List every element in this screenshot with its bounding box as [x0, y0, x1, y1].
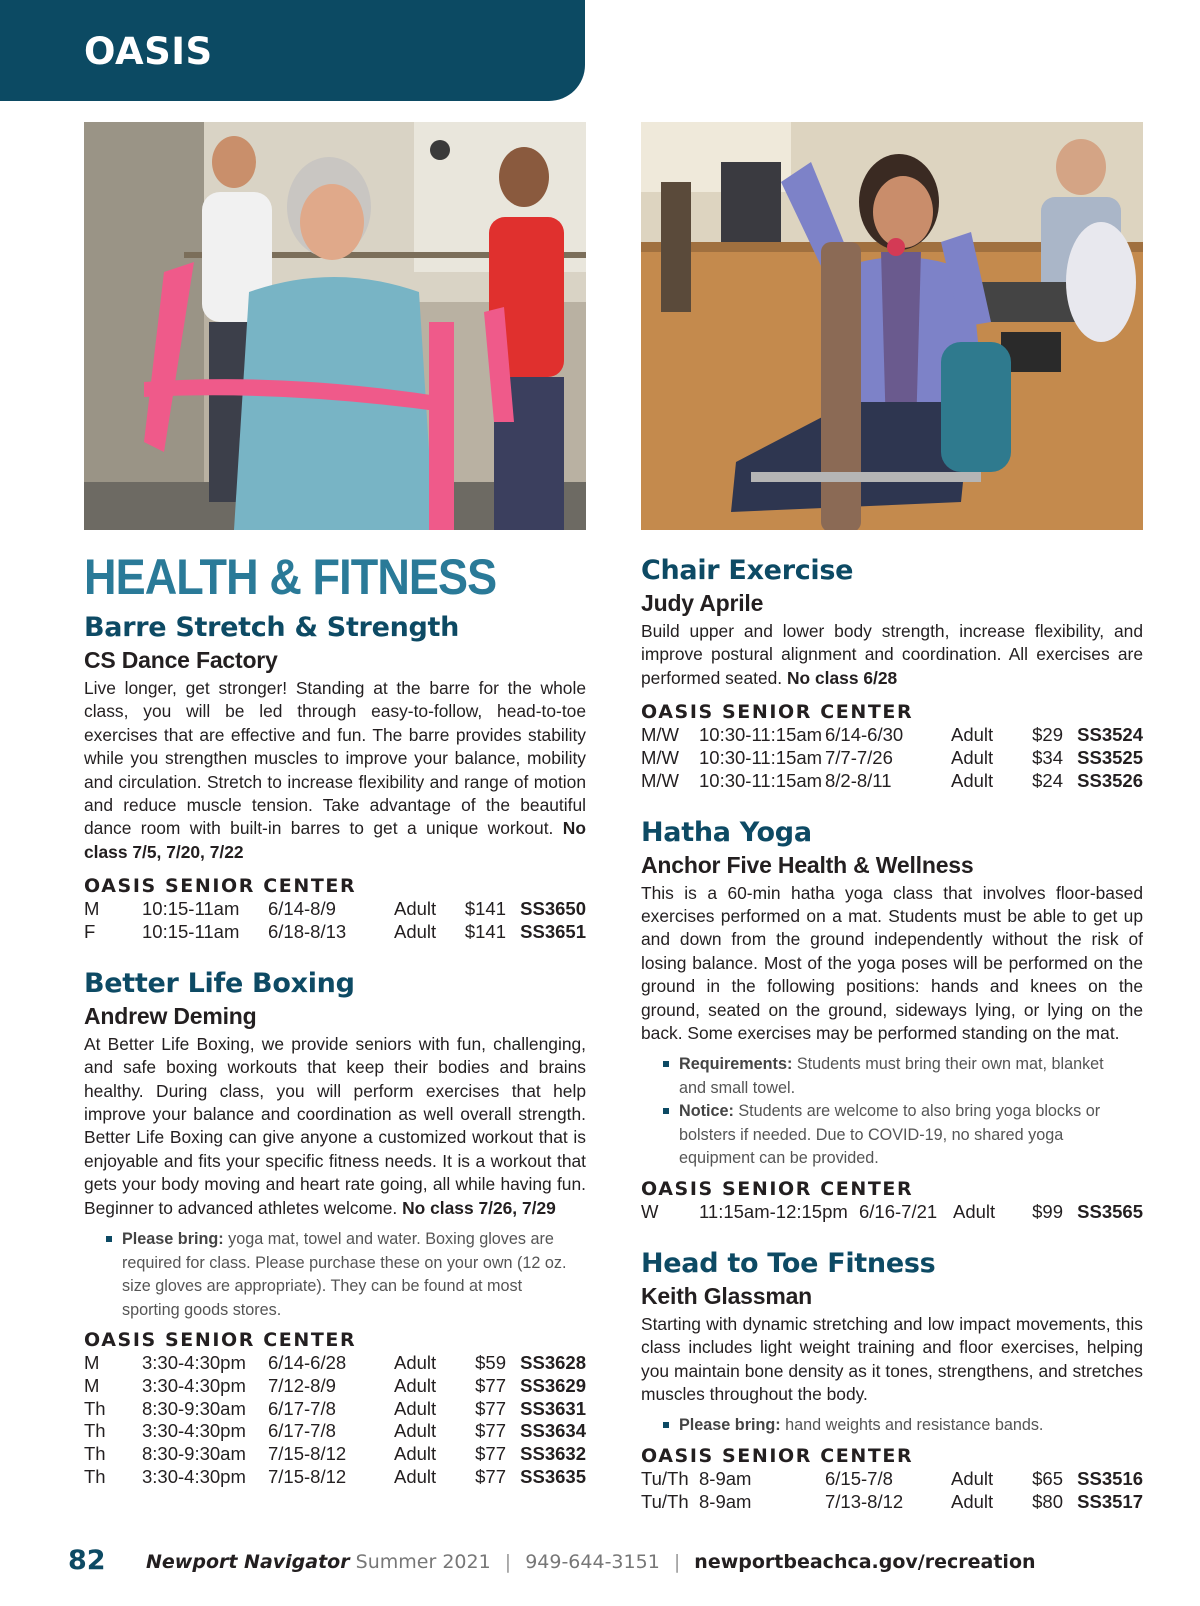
session-fee: $29	[1032, 724, 1063, 746]
session-dates: 6/14-6/30	[825, 724, 904, 746]
session-dates: 6/14-8/9	[268, 898, 336, 920]
session-code: SS3651	[520, 921, 586, 943]
class-barre	[84, 612, 586, 944]
session-dates: 7/12-8/9	[268, 1374, 336, 1396]
class-description: Live longer, get stronger! Standing at the barre for the whole class, you will be led through easy-to-follow, head-to-toe exercises that are effective and fun. The barre provides stability while you strengthen muscles to improve your balance, mobility and circulation. Stretch to increase flexibility and range of motion and reduce muscle tension. Take advantage of the beautiful dance room with built-in barres to get a unique workout. No class 7/5, 7/20, 7/22	[84, 678, 586, 862]
session-age: Adult	[951, 1490, 994, 1512]
session-age: Adult	[394, 1466, 437, 1488]
phone-number: 949-644-3151	[525, 1551, 660, 1573]
session-day: Tu/Th	[641, 1467, 689, 1489]
session-day: W	[641, 1200, 659, 1222]
schedule-row	[84, 1398, 586, 1421]
season: Summer 2021	[355, 1551, 491, 1573]
instructor-name: Judy Aprile	[641, 590, 764, 616]
session-fee: $141	[464, 898, 506, 920]
session-day: Tu/Th	[641, 1490, 689, 1512]
no-class-note: No class 7/26, 7/29	[402, 1197, 556, 1218]
session-day: Th	[84, 1420, 106, 1442]
venue-heading: OASIS SENIOR CENTER	[84, 875, 357, 898]
schedule-table	[84, 1352, 586, 1489]
venue-heading: OASIS SENIOR CENTER	[641, 1444, 914, 1467]
session-code: SS3631	[520, 1397, 586, 1419]
session-code: SS3632	[520, 1443, 586, 1465]
session-time: 11:15am-12:15pm	[699, 1200, 848, 1222]
schedule-body	[641, 724, 1143, 792]
session-age: Adult	[951, 1467, 994, 1489]
session-day: M	[84, 1374, 100, 1396]
session-day: Th	[84, 1397, 106, 1419]
session-code: SS3628	[520, 1352, 586, 1374]
session-day: F	[84, 921, 96, 943]
session-fee: $141	[464, 921, 506, 943]
session-fee: $77	[475, 1443, 506, 1465]
session-fee: $65	[1032, 1467, 1063, 1489]
schedule-table	[641, 1201, 1143, 1224]
class-title: Barre Stretch & Strength	[84, 612, 460, 643]
right-column	[641, 555, 1143, 1513]
session-time: 8-9am	[699, 1467, 752, 1489]
session-dates: 6/14-6/28	[268, 1352, 347, 1374]
schedule-row	[641, 770, 1143, 793]
schedule-body	[84, 1352, 586, 1489]
class-description: Build upper and lower body strength, increase flexibility, and improve postural alignment and coordination. All exercises are performed seated. No class 6/28	[641, 621, 1143, 688]
session-time: 8:30-9:30am	[142, 1443, 246, 1465]
schedule-row	[84, 1352, 586, 1375]
footer-text	[146, 1551, 1036, 1573]
session-dates: 6/17-7/8	[268, 1397, 336, 1419]
session-time: 10:30-11:15am	[699, 724, 823, 746]
bullet-list	[84, 1228, 586, 1322]
schedule-table	[641, 724, 1143, 792]
session-time: 10:30-11:15am	[699, 747, 823, 769]
session-code: SS3629	[520, 1374, 586, 1396]
session-age: Adult	[394, 898, 437, 920]
bullet-item: Notice: Students are welcome to also bring yoga blocks or bolsters if needed. Due to COVID-19, no shared yoga equipment can be provided.	[663, 1100, 1143, 1171]
session-day: M	[84, 1352, 100, 1374]
venue-heading: OASIS SENIOR CENTER	[641, 1177, 914, 1200]
bullet-list	[641, 1053, 1143, 1171]
instructor-name: Keith Glassman	[641, 1282, 813, 1309]
schedule-row	[641, 1491, 1143, 1514]
schedule-table	[641, 1468, 1143, 1514]
session-code: SS3516	[1077, 1467, 1143, 1489]
session-dates: 8/2-8/11	[825, 769, 892, 791]
session-fee: $77	[475, 1374, 506, 1396]
schedule-row	[84, 1466, 586, 1489]
schedule-row	[641, 1468, 1143, 1491]
session-code: SS3526	[1077, 769, 1143, 791]
bullet-item: Please bring: hand weights and resistance bands.	[663, 1414, 1143, 1438]
instructor-name: CS Dance Factory	[84, 647, 278, 673]
schedule-body	[641, 1201, 1143, 1224]
instructor-name: Anchor Five Health & Wellness	[641, 851, 974, 878]
session-day: Th	[84, 1466, 106, 1488]
schedule-row	[84, 921, 586, 944]
session-fee: $24	[1032, 769, 1063, 791]
class-title: Head to Toe Fitness	[641, 1247, 936, 1279]
session-dates: 6/18-8/13	[268, 921, 347, 943]
session-dates: 7/15-8/12	[268, 1443, 347, 1465]
section-tab	[0, 0, 585, 101]
schedule-row	[84, 1420, 586, 1443]
venue-heading: OASIS SENIOR CENTER	[84, 1329, 357, 1352]
session-dates: 7/15-8/12	[268, 1466, 347, 1488]
class-description: At Better Life Boxing, we provide seniors with fun, challenging, and safe boxing workouts that keep their bodies and brains healthy. During class, you will perform exercises that help improve your balance and coordination as well overall strength. Better Life Boxing can give anyone a customized workout that is enjoyable and fits your specific fitness needs. It is a workout that gets your body moving and heart rate going, all while having fun. Beginner to advanced athletes welcome. No class 7/26, 7/29	[84, 1033, 586, 1218]
class-description: This is a 60-min hatha yoga class that involves floor-based exercises performed on a mat. Students must be able to get up and down from the ground independently without the risk of losing balance. Most of the yoga poses will be performed on the ground in the following positions: hands and knees on the ground, seated on the ground, sideways lying, or lying on the back. Some exercises may be performed standing on the mat.	[641, 882, 1143, 1044]
session-day: M/W	[641, 724, 680, 746]
class-title: Better Life Boxing	[84, 967, 355, 999]
schedule-row	[641, 1201, 1143, 1224]
session-time: 10:15-11am	[142, 921, 240, 943]
left-column	[84, 548, 586, 1489]
session-age: Adult	[394, 921, 437, 943]
session-time: 3:30-4:30pm	[142, 1420, 246, 1442]
website-link[interactable]: newportbeachca.gov/recreation	[694, 1551, 1036, 1573]
session-code: SS3517	[1077, 1490, 1143, 1512]
schedule-row	[641, 724, 1143, 747]
session-age: Adult	[394, 1374, 437, 1396]
session-time: 3:30-4:30pm	[142, 1374, 246, 1396]
session-fee: $80	[1032, 1490, 1063, 1512]
session-code: SS3634	[520, 1420, 586, 1442]
session-time: 8:30-9:30am	[142, 1397, 246, 1419]
session-dates: 6/15-7/8	[825, 1467, 893, 1489]
class-title: Chair Exercise	[641, 555, 854, 586]
session-time: 3:30-4:30pm	[142, 1352, 246, 1374]
page-footer	[0, 1543, 1200, 1583]
schedule-table	[84, 898, 586, 944]
no-class-note: No class 6/28	[786, 667, 898, 688]
schedule-row	[84, 898, 586, 921]
session-time: 3:30-4:30pm	[142, 1466, 246, 1488]
schedule-row	[84, 1443, 586, 1466]
session-age: Adult	[953, 1200, 996, 1222]
session-age: Adult	[394, 1443, 437, 1465]
session-fee: $99	[1032, 1200, 1063, 1222]
page-number: 82	[68, 1545, 106, 1576]
class-chair	[641, 555, 1143, 793]
session-code: SS3565	[1077, 1200, 1143, 1222]
class-description: Starting with dynamic stretching and low impact movements, this class includes light weight training and floor exercises, helping you maintain bone density as it tones, strengthens, and stretches muscles throughout the body.	[641, 1313, 1143, 1404]
bullet-item: Please bring: yoga mat, towel and water. Boxing gloves are required for class. Please purchase these on your own (12 oz. size gloves are appropriate). They can be found at most sporting goods stores.	[106, 1228, 586, 1322]
chair-exercise-photo	[641, 122, 1143, 530]
schedule-row	[641, 747, 1143, 770]
session-code: SS3635	[520, 1466, 586, 1488]
session-code: SS3525	[1077, 747, 1143, 769]
session-age: Adult	[951, 769, 994, 791]
session-dates: 6/16-7/21	[859, 1200, 938, 1222]
class-head-to-toe	[641, 1248, 1143, 1514]
session-dates: 7/7-7/26	[825, 747, 893, 769]
venue-heading: OASIS SENIOR CENTER	[641, 701, 914, 724]
session-fee: $77	[475, 1466, 506, 1488]
class-boxing	[84, 968, 586, 1489]
class-hatha-yoga	[641, 817, 1143, 1224]
session-dates: 7/13-8/12	[825, 1490, 904, 1512]
publication-name: Newport Navigator	[146, 1551, 350, 1573]
schedule-body	[84, 898, 586, 944]
session-fee: $77	[475, 1397, 506, 1419]
bullet-item: Requirements: Students must bring their own mat, blanket and small towel.	[663, 1053, 1143, 1100]
section-title: HEALTH & FITNESS	[84, 549, 497, 605]
session-age: Adult	[394, 1352, 437, 1374]
instructor-name: Andrew Deming	[84, 1002, 257, 1029]
session-dates: 6/17-7/8	[268, 1420, 336, 1442]
session-age: Adult	[394, 1420, 437, 1442]
session-day: M/W	[641, 747, 680, 769]
barre-class-photo	[84, 122, 586, 530]
session-age: Adult	[394, 1397, 437, 1419]
session-fee: $59	[475, 1352, 506, 1374]
session-fee: $77	[475, 1420, 506, 1442]
session-age: Adult	[951, 724, 994, 746]
session-code: SS3524	[1077, 724, 1143, 746]
session-day: M/W	[641, 769, 680, 791]
no-class-note: No class 7/5, 7/20, 7/22	[84, 818, 586, 862]
session-day: M	[84, 898, 100, 920]
session-fee: $34	[1032, 747, 1063, 769]
session-time: 10:15-11am	[142, 898, 240, 920]
session-time: 10:30-11:15am	[699, 769, 823, 791]
bullet-list	[641, 1414, 1143, 1438]
session-time: 8-9am	[699, 1490, 752, 1512]
session-day: Th	[84, 1443, 106, 1465]
footer-separator: |	[504, 1551, 512, 1573]
section-tab-label: OASIS	[84, 30, 213, 73]
schedule-row	[84, 1375, 586, 1398]
schedule-body	[641, 1468, 1143, 1514]
class-title: Hatha Yoga	[641, 816, 812, 848]
footer-separator: |	[673, 1551, 681, 1573]
session-age: Adult	[951, 747, 994, 769]
session-code: SS3650	[520, 898, 586, 920]
